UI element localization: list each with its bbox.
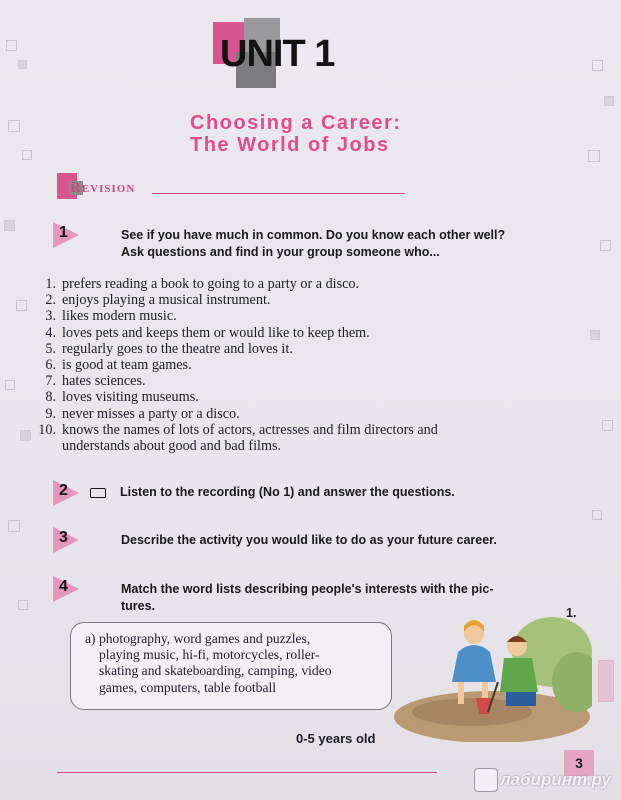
unit-title: UNIT 1 <box>220 33 335 75</box>
age-caption: 0-5 years old <box>296 731 376 746</box>
list-item: 7. hates sciences. <box>45 373 146 390</box>
word-list-line: a) photography, word games and puzzles, <box>85 631 311 646</box>
exercise-4-instruction-line2: tures. <box>121 599 156 613</box>
list-item: 9. never misses a party or a disco. <box>45 405 240 422</box>
exercise-number: 4 <box>59 578 68 595</box>
cassette-icon <box>90 488 106 498</box>
section-rule <box>152 193 405 194</box>
exercise-number: 1 <box>59 224 68 241</box>
word-list-line: skating and skateboarding, camping, video <box>99 663 332 679</box>
children-sandbox-illustration <box>392 612 592 742</box>
list-item: 4. loves pets and keeps them or would like to keep them. <box>45 324 370 341</box>
exercise-3-marker <box>53 527 79 553</box>
list-item: 2. enjoys playing a musical instrument. <box>45 292 271 309</box>
word-list-a <box>70 622 392 710</box>
list-item: 1. prefers reading a book to going to a party or a disco. <box>45 276 360 292</box>
picture-number: 1. <box>566 606 577 620</box>
page-number: 3 <box>564 750 594 776</box>
section-heading: Revision <box>70 180 136 196</box>
exercise-number: 2 <box>59 482 68 499</box>
exercise-3-instruction: Describe the activity you would like to do as your future career. <box>121 533 497 547</box>
exercise-2-instruction: Listen to the recording (No 1) and answer the questions. <box>90 484 455 501</box>
footer-rule <box>57 772 437 773</box>
word-list-line: games, computers, table football <box>99 679 277 695</box>
list-item: 5. regularly goes to the theatre and loves it. <box>45 340 293 357</box>
list-item: 6. is good at team games. <box>45 357 192 374</box>
exercise-2-marker <box>53 480 79 506</box>
exercise-number: 3 <box>59 529 68 546</box>
list-item: 8. loves visiting museums. <box>45 389 199 406</box>
watermark-text: лабиринт.ру <box>500 770 611 789</box>
list-item: 10. knows the names of lots of actors, actresses and film directors and <box>38 421 438 438</box>
someone-who-list <box>32 276 592 454</box>
exercise-4-instruction-line1: Match the word lists describing people's interests with the pic- <box>121 582 494 596</box>
list-item: 3. likes modern music. <box>45 308 177 325</box>
word-list-line: playing music, hi-fi, motorcycles, roller- <box>99 647 320 663</box>
exercise-1-instruction-line2: Ask questions and find in your group someone who... <box>121 245 440 259</box>
chapter-title-line1: Choosing a Career: <box>190 112 402 134</box>
exercise-4-marker <box>53 576 79 602</box>
chapter-title-line2: The World of Jobs <box>190 134 390 156</box>
list-item: understands about good and bad films. <box>62 438 282 455</box>
watermark-logo <box>474 768 498 792</box>
exercise-1-marker <box>53 222 79 248</box>
exercise-1-instruction-line1: See if you have much in common. Do you know each other well? <box>121 228 506 242</box>
